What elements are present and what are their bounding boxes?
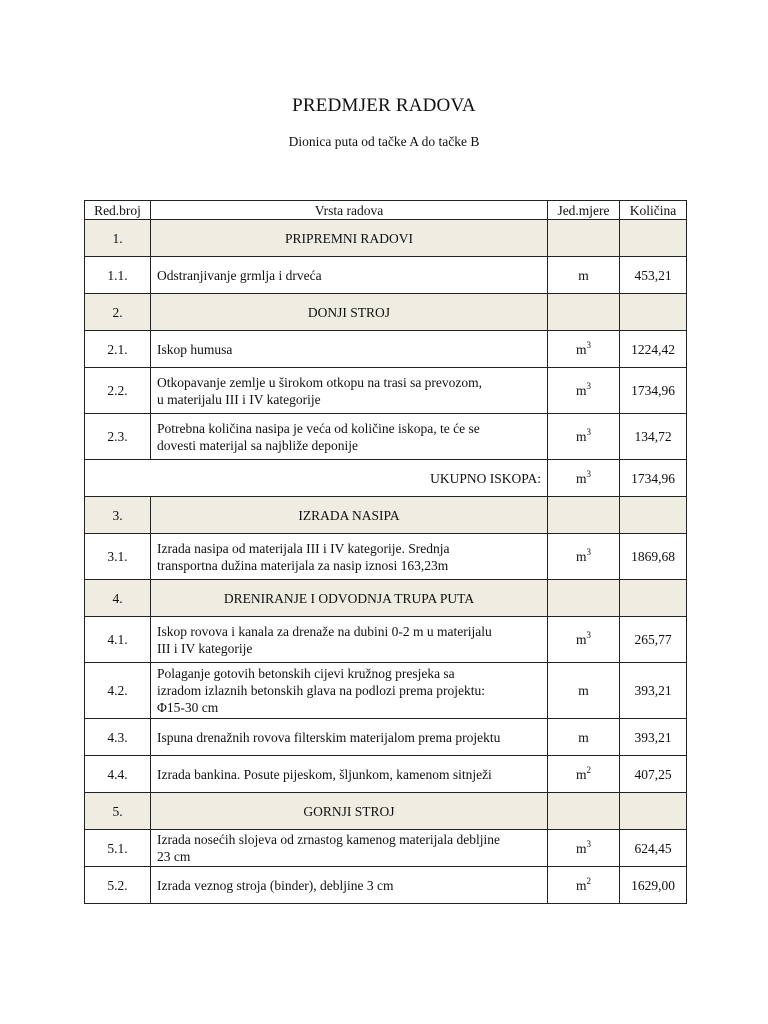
table-row bbox=[85, 331, 687, 368]
section-num: 3. bbox=[85, 497, 151, 534]
total-unit: $m^3$ bbox=[548, 460, 620, 497]
row-unit: $m^3$ bbox=[548, 331, 620, 368]
header-num: Red.broj bbox=[85, 201, 151, 220]
section-qty-cell bbox=[620, 497, 687, 534]
section-row bbox=[85, 294, 687, 331]
row-unit: $m^3$ bbox=[548, 617, 620, 663]
section-unit-cell bbox=[548, 793, 620, 830]
section-row bbox=[85, 497, 687, 534]
row-desc: Potrebna količina nasipa je veća od količine iskopa, te će se dovesti materijal sa najbliže deponije bbox=[151, 414, 548, 460]
section-qty-cell bbox=[620, 294, 687, 331]
row-desc: Izrada veznog stroja (binder), debljine 3 cm bbox=[151, 867, 548, 904]
row-unit: $m^3$ bbox=[548, 534, 620, 580]
section-title: DONJI STROJ bbox=[151, 294, 548, 331]
row-desc: Izrada bankina. Posute pijeskom, šljunkom, kamenom sitnježi bbox=[151, 756, 548, 793]
section-qty-cell bbox=[620, 220, 687, 257]
table-header-row bbox=[85, 201, 687, 220]
row-desc: Iskop rovova i kanala za drenaže na dubini 0-2 m u materijalu III i IV kategorije bbox=[151, 617, 548, 663]
row-desc: Izrada nosećih slojeva od zrnastog kamenog materijala debljine 23 cm bbox=[151, 830, 548, 867]
row-desc: Odstranjivanje grmlja i drveća bbox=[151, 257, 548, 294]
section-unit-cell bbox=[548, 220, 620, 257]
table-row bbox=[85, 867, 687, 904]
row-qty: 624,45 bbox=[620, 830, 687, 867]
row-qty: 1629,00 bbox=[620, 867, 687, 904]
total-label: UKUPNO ISKOPA: bbox=[85, 460, 548, 497]
row-unit: m bbox=[548, 663, 620, 719]
section-num: 5. bbox=[85, 793, 151, 830]
row-desc: Ispuna drenažnih rovova filterskim materijalom prema projektu bbox=[151, 719, 548, 756]
row-unit: $m^2$ bbox=[548, 867, 620, 904]
row-qty: 453,21 bbox=[620, 257, 687, 294]
row-unit: $m^3$ bbox=[548, 830, 620, 867]
header-unit: Jed.mjere bbox=[548, 201, 620, 220]
section-unit-cell bbox=[548, 497, 620, 534]
row-num: 4.1. bbox=[85, 617, 151, 663]
row-num: 2.2. bbox=[85, 368, 151, 414]
row-qty: 265,77 bbox=[620, 617, 687, 663]
section-num: 2. bbox=[85, 294, 151, 331]
section-num: 4. bbox=[85, 580, 151, 617]
row-unit: $m^2$ bbox=[548, 756, 620, 793]
section-title: IZRADA NASIPA bbox=[151, 497, 548, 534]
document-title: PREDMJER RADOVA bbox=[292, 95, 476, 116]
section-row bbox=[85, 580, 687, 617]
row-num: 5.2. bbox=[85, 867, 151, 904]
row-qty: 407,25 bbox=[620, 756, 687, 793]
row-desc: Otkopavanje zemlje u širokom otkopu na trasi sa prevozom, u materijalu III i IV kategorije bbox=[151, 368, 548, 414]
section-title: GORNJI STROJ bbox=[151, 793, 548, 830]
section-row bbox=[85, 793, 687, 830]
section-row bbox=[85, 220, 687, 257]
row-qty: 134,72 bbox=[620, 414, 687, 460]
row-qty: 393,21 bbox=[620, 719, 687, 756]
row-unit: $m^3$ bbox=[548, 368, 620, 414]
table-row bbox=[85, 719, 687, 756]
document-subtitle: Dionica puta od tačke A do tačke B bbox=[288, 134, 480, 149]
table-row bbox=[85, 830, 687, 867]
row-unit: m bbox=[548, 719, 620, 756]
table-row bbox=[85, 368, 687, 414]
row-desc: Polaganje gotovih betonskih cijevi kružnog presjeka sa izradom izlaznih betonskih glava na podlozi prema projektu: Φ15-30 cm bbox=[151, 663, 548, 719]
row-num: 4.4. bbox=[85, 756, 151, 793]
row-qty: 1224,42 bbox=[620, 331, 687, 368]
bill-of-quantities-table bbox=[84, 200, 687, 904]
table-row bbox=[85, 414, 687, 460]
row-num: 2.1. bbox=[85, 331, 151, 368]
table-row bbox=[85, 257, 687, 294]
row-unit: $m^3$ bbox=[548, 414, 620, 460]
section-num: 1. bbox=[85, 220, 151, 257]
row-num: 5.1. bbox=[85, 830, 151, 867]
row-qty: 393,21 bbox=[620, 663, 687, 719]
row-desc: Iskop humusa bbox=[151, 331, 548, 368]
row-num: 1.1. bbox=[85, 257, 151, 294]
total-qty: 1734,96 bbox=[620, 460, 687, 497]
table-row bbox=[85, 663, 687, 719]
section-qty-cell bbox=[620, 793, 687, 830]
row-num: 2.3. bbox=[85, 414, 151, 460]
section-unit-cell bbox=[548, 580, 620, 617]
section-title: DRENIRANJE I ODVODNJA TRUPA PUTA bbox=[151, 580, 548, 617]
section-unit-cell bbox=[548, 294, 620, 331]
section-qty-cell bbox=[620, 580, 687, 617]
row-num: 4.2. bbox=[85, 663, 151, 719]
header-work: Vrsta radova bbox=[151, 201, 548, 220]
row-num: 4.3. bbox=[85, 719, 151, 756]
table-row bbox=[85, 534, 687, 580]
row-qty: 1734,96 bbox=[620, 368, 687, 414]
table-row bbox=[85, 617, 687, 663]
row-qty: 1869,68 bbox=[620, 534, 687, 580]
row-unit: m bbox=[548, 257, 620, 294]
row-desc: Izrada nasipa od materijala III i IV kategorije. Srednja transportna dužina materijala za nasip iznosi 163,23m bbox=[151, 534, 548, 580]
total-row bbox=[85, 460, 687, 497]
row-num: 3.1. bbox=[85, 534, 151, 580]
header-qty: Količina bbox=[620, 201, 687, 220]
section-title: PRIPREMNI RADOVI bbox=[151, 220, 548, 257]
table-row bbox=[85, 756, 687, 793]
